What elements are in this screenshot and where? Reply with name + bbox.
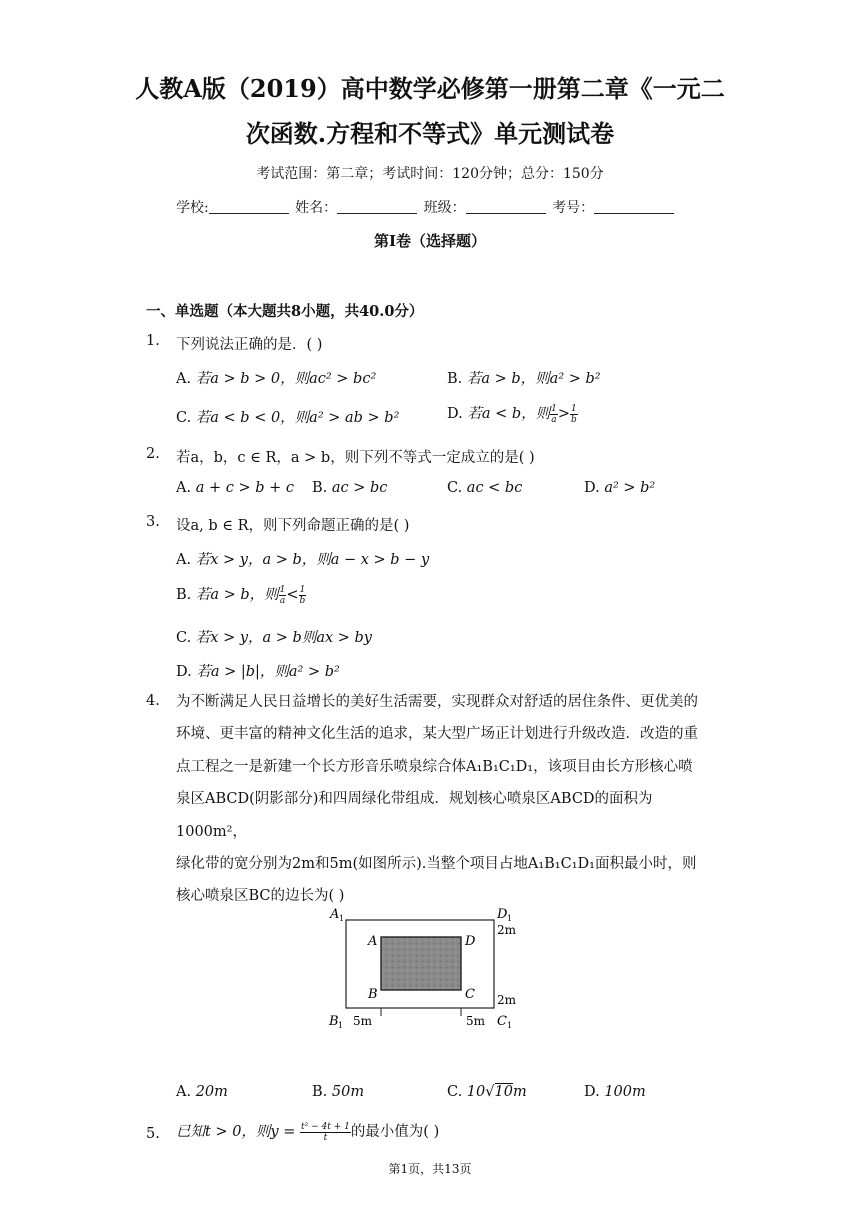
label-b: B	[368, 987, 378, 1002]
frac-denominator: b	[299, 595, 306, 606]
label-dim-2m-top: 2m	[497, 923, 517, 937]
q4-option-b-label: B.	[312, 1084, 328, 1100]
q4-line-2: 环境、更丰富的精神文化生活的追求，某大型广场正计划进行升级改造．改造的重	[176, 726, 698, 743]
number-label: 考号：	[552, 200, 595, 216]
frac-numerator: 1	[279, 584, 286, 595]
core-fountain-rectangle	[381, 937, 461, 990]
q1-option-a-text: 若a > b > 0，则ac² > bc²	[195, 371, 377, 387]
q3-option-d-label: D.	[176, 664, 192, 680]
section-title: 一、单选题（本大题共8小题，共40.0分）	[146, 303, 424, 320]
q3-stem: 设a, b ∈ R，则下列命题正确的是( )	[176, 518, 410, 534]
q1-option-b	[447, 367, 601, 388]
label-c1-sub: 1	[507, 1021, 513, 1030]
frac-denominator: b	[571, 414, 577, 425]
q1-option-c-label: C.	[176, 410, 192, 426]
q4-option-c	[447, 1084, 527, 1100]
q4-option-c-post: m	[512, 1084, 527, 1100]
frac-numerator: t² − 4t + 1	[300, 1121, 350, 1132]
q3-option-a-text: 若x > y，a > b，则a − x > b − y	[195, 552, 430, 568]
school-blank	[209, 199, 289, 214]
frac-numerator: 1	[571, 403, 577, 414]
q2-option-a-label: A.	[176, 480, 192, 496]
q4-option-c-radicand: 10	[494, 1084, 513, 1100]
document-title-line1: 人教A版（2019）高中数学必修第一册第二章《一元二	[135, 74, 725, 103]
q1-stem: 下列说法正确的是．( )	[176, 337, 323, 353]
label-d: D	[465, 934, 476, 949]
volume-heading: 第I卷（选择题）	[373, 232, 487, 250]
q2-option-c-text: ac < bc	[466, 480, 523, 496]
q4-option-a-label: A.	[176, 1084, 192, 1100]
number-blank	[594, 199, 674, 214]
school-label: 学校:	[176, 200, 209, 216]
q4-option-c-label: C.	[447, 1084, 463, 1100]
label-a: A	[368, 934, 378, 949]
document-title-line2: 次函数.方程和不等式》单元测试卷	[245, 119, 615, 148]
label-dim-2m-bottom: 2m	[497, 993, 517, 1007]
q5-stem-post: 的最小值为( )	[350, 1124, 440, 1140]
label-d1-sub: 1	[507, 914, 513, 923]
q3-option-b-frac2	[299, 585, 307, 606]
name-label: 姓名：	[295, 200, 338, 216]
q4-line-1: 为不断满足人民日益增长的美好生活需要，实现群众对舒适的居住条件、更优美的	[176, 694, 698, 710]
q3-option-b-pre: 若a > b，则	[195, 587, 279, 603]
q4-number: 4.	[146, 693, 160, 709]
fountain-diagram	[325, 900, 535, 1035]
q4-line-6: 核心喷泉区BC的边长为( )	[176, 888, 345, 905]
q4-line-5: 绿化带的宽分别为2m和5m(如图所示).当整个项目占地A₁B₁C₁D₁面积最小时，则	[176, 856, 697, 873]
q3-number: 3.	[146, 514, 160, 530]
class-blank	[466, 199, 546, 214]
q1-option-b-label: B.	[447, 371, 463, 387]
q2-number: 2.	[146, 446, 160, 462]
q1-option-d-frac1	[550, 404, 558, 425]
q2-option-d-label: D.	[584, 480, 600, 496]
q3-option-a	[176, 548, 429, 569]
label-a1: A	[330, 907, 340, 922]
q3-option-a-label: A.	[176, 552, 192, 568]
q3-option-b	[176, 583, 306, 606]
q1-option-b-text: 若a > b，则a² > b²	[466, 371, 601, 387]
frac-denominator: a	[279, 595, 286, 606]
q4-option-d-label: D.	[584, 1084, 600, 1100]
q4-option-d-text: 100m	[604, 1084, 646, 1100]
label-b1-sub: 1	[338, 1021, 344, 1030]
q2-option-c	[447, 480, 522, 496]
q1-option-d-rel: >	[557, 406, 571, 422]
q1-option-d-frac2	[570, 404, 578, 425]
fountain-figure	[325, 900, 535, 1039]
q3-option-b-rel: <	[286, 587, 299, 603]
q3-option-c-text: 若x > y，a > b则ax > by	[195, 630, 372, 646]
q2-option-c-label: C.	[447, 480, 463, 496]
q1-option-c-text: 若a < b < 0，则a² > ab > b²	[195, 410, 400, 426]
label-c: C	[465, 987, 475, 1002]
q2-stem: 若a，b，c ∈ R，a > b，则下列不等式一定成立的是( )	[176, 450, 535, 466]
q1-option-a	[176, 367, 376, 388]
student-fields	[176, 197, 676, 217]
q2-option-a-text: a + c > b + c	[195, 480, 294, 496]
q3-option-d-text: 若a > |b|，则a² > b²	[196, 664, 340, 680]
q1-option-a-label: A.	[176, 371, 192, 387]
q2-option-b-label: B.	[312, 480, 328, 496]
label-d1: D	[497, 907, 508, 922]
q4-option-b-text: 50m	[331, 1084, 365, 1100]
q5-stem	[176, 1120, 439, 1143]
q1-option-d-label: D.	[447, 406, 463, 422]
exam-info: 考试范围：第二章；考试时间：120分钟；总分：150分	[256, 166, 604, 182]
label-dim-5m-right: 5m	[466, 1014, 486, 1028]
q2-option-d-text: a² > b²	[604, 480, 656, 496]
frac-numerator: 1	[299, 584, 306, 595]
class-label: 班级：	[423, 200, 466, 216]
q4-stem	[176, 686, 721, 913]
sqrt-symbol: √	[485, 1084, 495, 1100]
q5-fraction	[300, 1122, 351, 1143]
q4-option-b	[312, 1084, 364, 1100]
q1-option-c	[176, 406, 399, 427]
q4-option-a-text: 20m	[195, 1084, 228, 1100]
q1-number: 1.	[146, 333, 160, 349]
page-footer: 第1页，共13页	[388, 1162, 472, 1176]
q4-line-4: 泉区ABCD(阴影部分)和四周绿化带组成．规划核心喷泉区ABCD的面积为1000m²，	[176, 791, 653, 840]
label-c1: C	[497, 1014, 507, 1029]
q5-stem-pre: 已知t > 0，则y =	[176, 1124, 300, 1140]
q3-option-c	[176, 626, 372, 647]
q3-option-c-label: C.	[176, 630, 192, 646]
frac-numerator: 1	[551, 403, 557, 414]
q3-option-b-label: B.	[176, 587, 192, 603]
q5-number: 5.	[146, 1126, 160, 1142]
q2-option-b	[312, 480, 387, 496]
q1-option-d	[447, 402, 578, 425]
q3-option-d	[176, 660, 340, 681]
label-dim-5m-left: 5m	[353, 1014, 373, 1028]
label-b1: B	[329, 1014, 339, 1029]
label-a1-sub: 1	[339, 914, 345, 923]
frac-denominator: a	[551, 414, 557, 425]
q2-option-d	[584, 480, 655, 496]
q4-option-d	[584, 1084, 646, 1100]
frac-denominator: t	[323, 1132, 328, 1143]
q1-option-d-pre: 若a < b，则	[467, 406, 551, 422]
q4-option-c-pre: 10	[466, 1084, 486, 1100]
q4-option-a	[176, 1084, 228, 1100]
q2-option-b-text: ac > bc	[331, 480, 388, 496]
name-blank	[337, 199, 417, 214]
q2-option-a	[176, 480, 294, 496]
q4-line-3: 点工程之一是新建一个长方形音乐喷泉综合体A₁B₁C₁D₁，该项目由长方形核心喷	[176, 758, 693, 775]
